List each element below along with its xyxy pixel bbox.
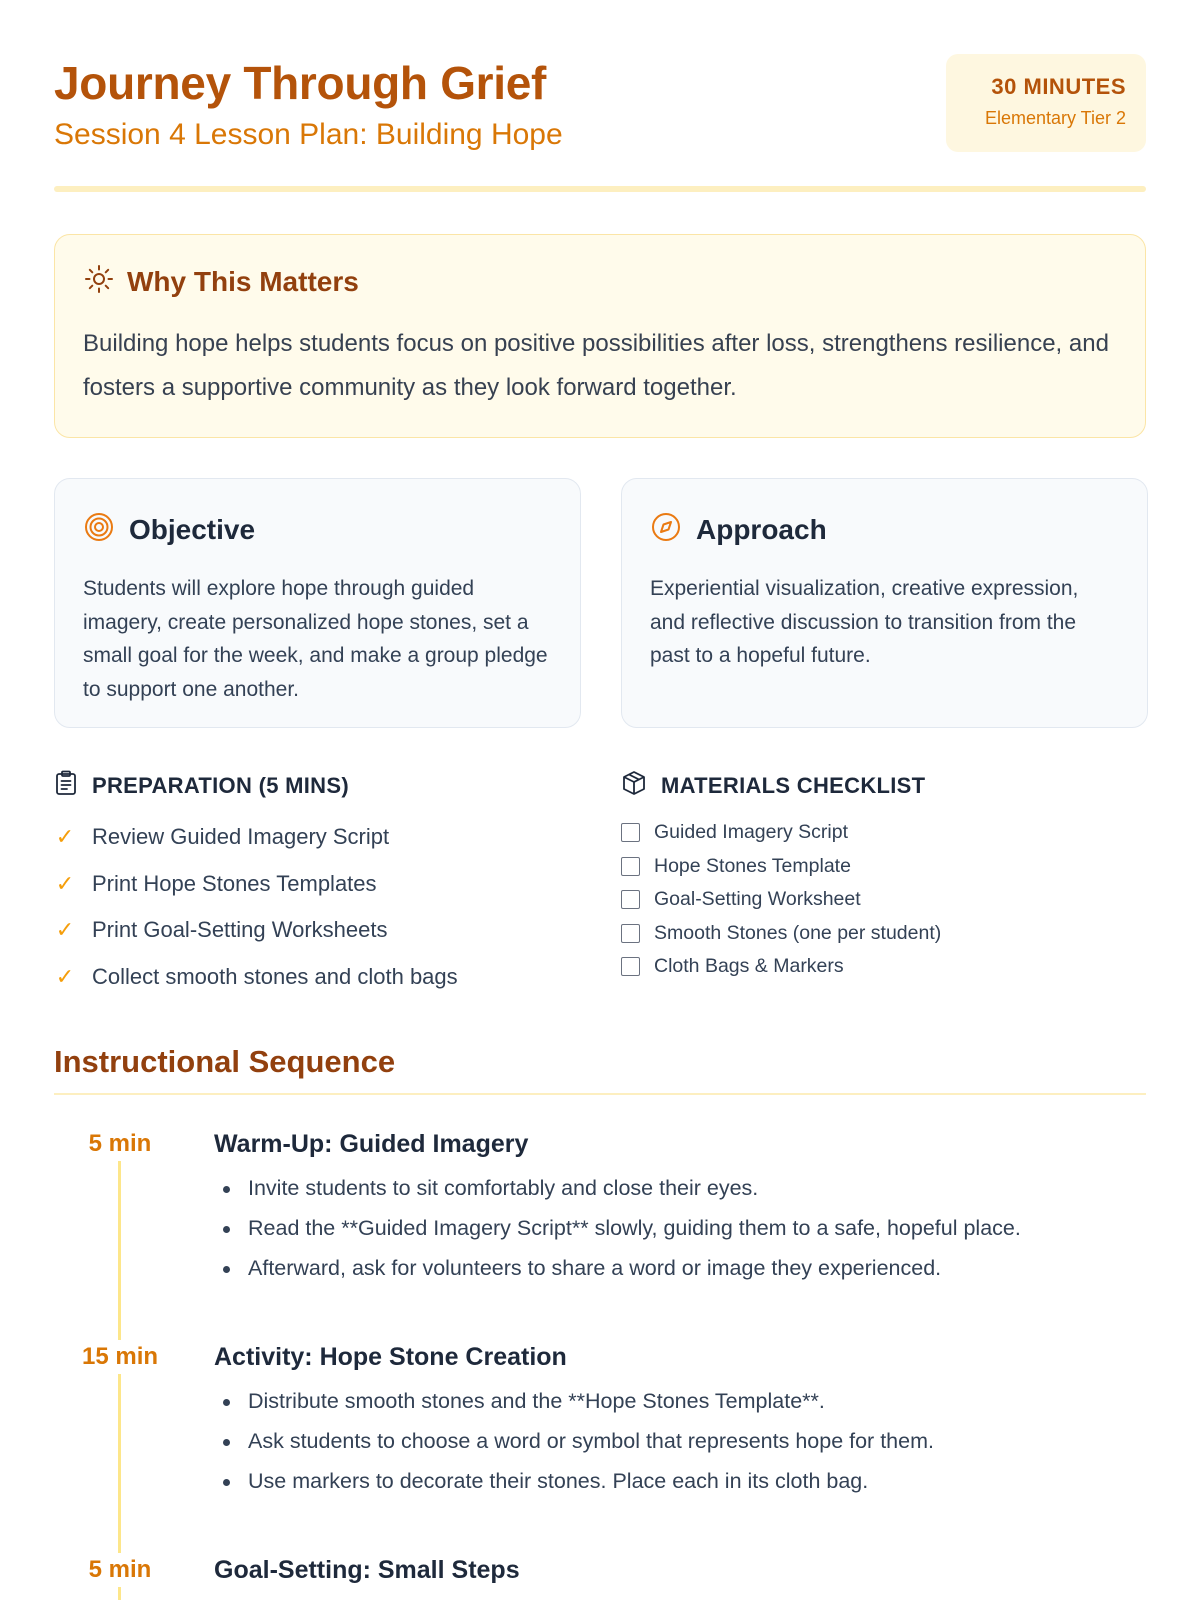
header-divider — [54, 186, 1146, 192]
step-title: Warm-Up: Guided Imagery — [214, 1130, 529, 1158]
list-item — [54, 814, 594, 861]
checklist-item[interactable] — [621, 816, 1161, 850]
checkmark-icon: ✓ — [55, 963, 75, 989]
checkbox[interactable] — [621, 890, 640, 909]
materials-item: Guided Imagery Script — [654, 821, 849, 844]
approach-card — [621, 478, 1148, 728]
checklist-item[interactable] — [621, 850, 1161, 884]
sequence-title: Instructional Sequence — [54, 1044, 396, 1079]
checklist-item[interactable] — [621, 950, 1161, 984]
level-label: Elementary Tier 2 — [984, 108, 1126, 128]
checkmark-icon: ✓ — [55, 870, 75, 896]
checklist-item[interactable] — [621, 917, 1161, 951]
step-title: Goal-Setting: Small Steps — [214, 1556, 520, 1584]
objective-title: Objective — [129, 513, 256, 545]
page-header — [54, 0, 1146, 194]
step-time: 5 min — [54, 1127, 186, 1161]
list-item — [54, 861, 594, 908]
sequence-divider — [54, 1093, 1146, 1095]
checkbox[interactable] — [621, 823, 640, 842]
preparation-title: PREPARATION (5 MINS) — [92, 773, 349, 798]
step-bullet: Ask students to choose a word or symbol that represents hope for them. — [214, 1424, 934, 1464]
checkbox[interactable] — [621, 924, 640, 943]
step-bullets — [214, 1171, 1021, 1291]
step-bullet: Distribute smooth stones and the **Hope Stones Template**. — [214, 1384, 934, 1424]
compass-icon — [650, 511, 682, 548]
preparation-item: Review Guided Imagery Script — [92, 824, 390, 850]
list-item — [54, 954, 594, 1001]
materials-section — [621, 770, 1161, 984]
checkmark-icon: ✓ — [55, 824, 75, 850]
target-icon — [83, 511, 115, 548]
list-item — [54, 907, 594, 954]
sun-icon — [83, 263, 115, 300]
box-icon — [621, 770, 647, 802]
approach-text: Experiential visualization, creative expression, and reflective discussion to transition from the past to a hopeful future. — [650, 577, 1079, 667]
preparation-item: Print Hope Stones Templates — [92, 870, 377, 896]
step-bullets — [214, 1384, 934, 1504]
materials-item: Hope Stones Template — [654, 854, 851, 877]
timeline-line — [118, 1148, 121, 1600]
approach-title: Approach — [696, 513, 827, 545]
preparation-item: Collect smooth stones and cloth bags — [92, 963, 458, 989]
materials-list — [621, 816, 1161, 984]
step-bullet: Afterward, ask for volunteers to share a word or image they experienced. — [214, 1251, 1021, 1291]
step-time: 5 min — [54, 1553, 186, 1587]
duration-badge — [946, 54, 1146, 152]
materials-title: MATERIALS CHECKLIST — [661, 773, 926, 798]
step-title: Activity: Hope Stone Creation — [214, 1343, 567, 1371]
step-bullet: Use markers to decorate their stones. Place each in its cloth bag. — [214, 1464, 934, 1504]
materials-item: Cloth Bags & Markers — [654, 955, 844, 978]
step-time: 15 min — [54, 1340, 186, 1374]
why-text: Building hope helps students focus on positive possibilities after loss, strengthens resilience, and fosters a supportive community as they look forward together. — [83, 330, 1109, 401]
clipboard-icon — [54, 770, 78, 802]
preparation-list — [54, 814, 594, 1000]
checkbox[interactable] — [621, 857, 640, 876]
objective-card — [54, 478, 581, 728]
page-title: Journey Through Grief — [54, 57, 547, 109]
preparation-section — [54, 770, 594, 1000]
materials-item: Smooth Stones (one per student) — [654, 921, 942, 944]
checkbox[interactable] — [621, 957, 640, 976]
objective-text: Students will explore hope through guided imagery, create personalized hope stones, set a small goal for the week, and make a group pledge to support one another. — [83, 577, 548, 701]
why-title: Why This Matters — [127, 265, 359, 297]
why-this-matters-panel — [54, 234, 1146, 438]
preparation-item: Print Goal-Setting Worksheets — [92, 917, 388, 943]
page-subtitle: Session 4 Lesson Plan: Building Hope — [54, 118, 563, 151]
checkmark-icon: ✓ — [55, 917, 75, 943]
duration-label: 30 MINUTES — [991, 74, 1126, 99]
step-bullet: Read the **Guided Imagery Script** slowly, guiding them to a safe, hopeful place. — [214, 1211, 1021, 1251]
materials-item: Goal-Setting Worksheet — [654, 888, 861, 911]
step-bullet: Invite students to sit comfortably and close their eyes. — [214, 1171, 1021, 1211]
checklist-item[interactable] — [621, 883, 1161, 917]
